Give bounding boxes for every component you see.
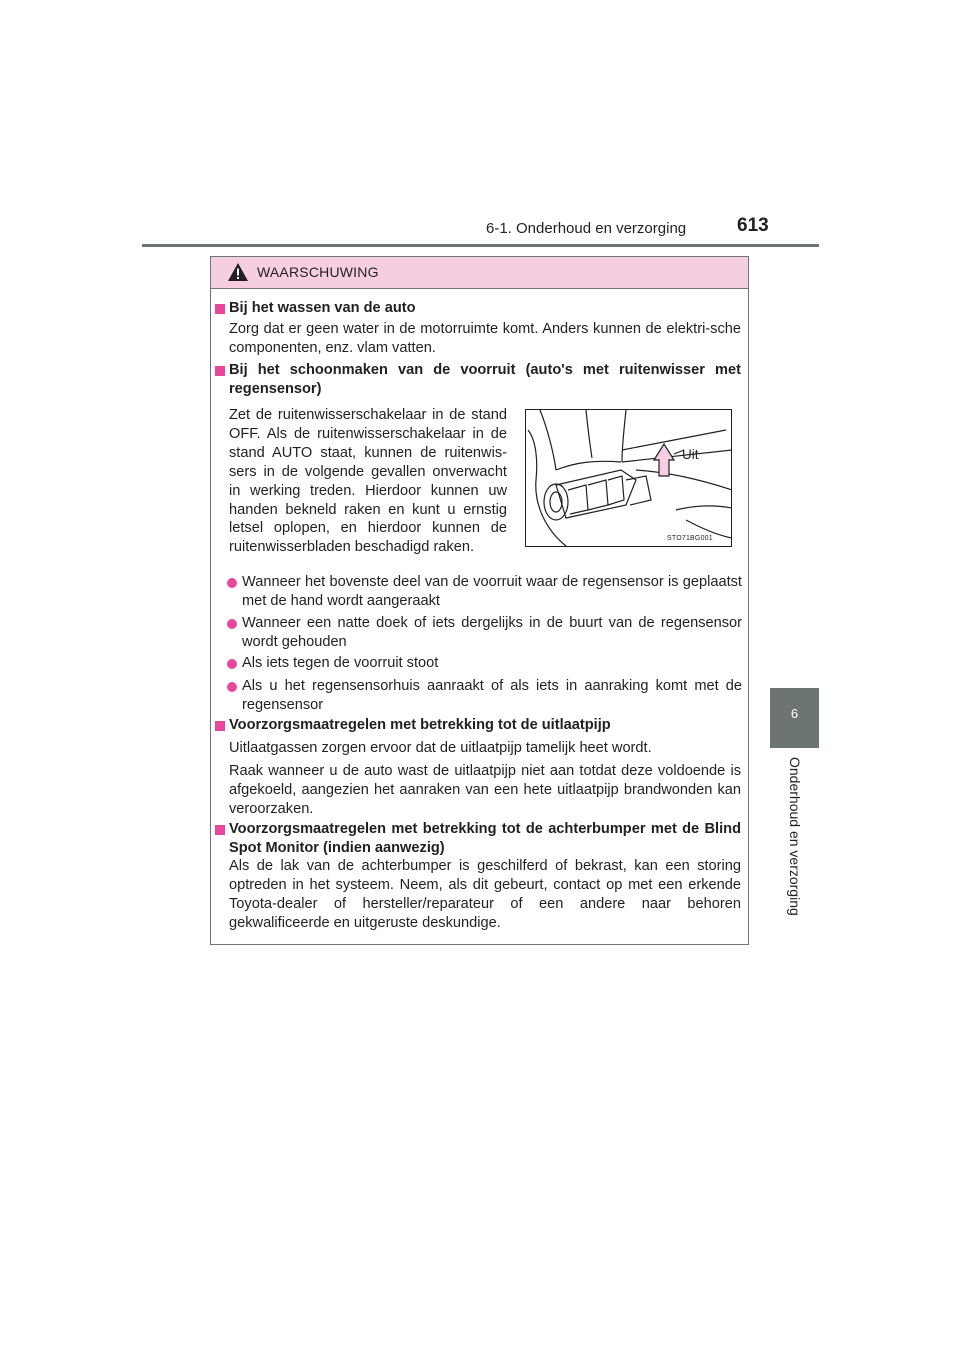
section-body-exhaust-2: Raak wanneer u de auto wast de uitlaatpijp niet aan totdat deze voldoende is afgekoeld, aangezien het aanraken van een hete uitlaatpijp brandwonden kan veroorzaken. xyxy=(229,763,741,817)
section-title: 6-1. Onderhoud en verzorging xyxy=(486,220,687,237)
header-divider xyxy=(142,244,819,247)
page-number: 613 xyxy=(737,215,769,236)
bullet-dot xyxy=(227,682,237,692)
bullet-item: Wanneer het bovenste deel van de voorruit waar de regensensor is geplaatst met de hand wordt aangeraakt xyxy=(242,574,742,609)
wiper-switch-illustration xyxy=(525,409,732,547)
bullet-item: Als u het regensensorhuis aanraakt of als iets in aanraking komt met de regensensor xyxy=(242,678,742,713)
warning-triangle-icon xyxy=(227,262,249,282)
chapter-tab xyxy=(770,688,819,748)
bullet-dot xyxy=(227,659,237,669)
chapter-side-label xyxy=(780,757,810,987)
section-marker xyxy=(215,304,225,314)
section-heading-windshield: Bij het schoonmaken van de voorruit (auto's met ruitenwisser met regensensor) xyxy=(229,362,741,397)
section-marker xyxy=(215,366,225,376)
section-heading-car-wash: Bij het wassen van de auto xyxy=(229,300,416,316)
section-heading-bumper: Voorzorgsmaatregelen met betrekking tot de achterbumper met de Blind Spot Monitor (indien aanwezig) xyxy=(229,821,741,856)
wiper-switch-drawing xyxy=(526,410,732,547)
bullet-item: Als iets tegen de voorruit stoot xyxy=(242,655,439,671)
warning-header xyxy=(211,257,748,289)
section-body-car-wash: Zorg dat er geen water in de motorruimte komt. Anders kunnen de elektri-sche componenten, enz. vlam vatten. xyxy=(229,321,741,356)
figure-label-off: Uit xyxy=(682,447,699,462)
bullet-dot xyxy=(227,619,237,629)
warning-title: WAARSCHUWING xyxy=(257,264,379,280)
bullet-dot xyxy=(227,578,237,588)
chapter-number: 6 xyxy=(790,706,799,721)
section-body-exhaust: Uitlaatgassen zorgen ervoor dat de uitlaatpijp tamelijk heet wordt. xyxy=(229,740,652,756)
chapter-label: Onderhoud en verzorging xyxy=(787,757,803,916)
section-body-windshield: Zet de ruitenwisserschakelaar in de stand OFF. Als de ruitenwisserschakelaar in de stand AUTO staat, kunnen de ruitenwis-sers in de volgende gevallen onverwacht in werking treden. Hierdoor kunnen uw handen bekneld raken en kunt u ernstig letsel oplopen, en hierdoor kunnen de ruitenwisserbladen beschadigd raken. xyxy=(229,407,507,556)
figure-code: STO71BG001 xyxy=(667,535,713,542)
section-body-bumper: Als de lak van de achterbumper is geschilferd of bekrast, kan een storing optreden in het systeem. Neem, als dit gebeurt, contact op met een erkende Toyota-dealer of hersteller/reparateur of een andere naar behoren gekwalificeerde en uitgeruste deskundige. xyxy=(229,858,741,931)
section-marker xyxy=(215,825,225,835)
section-marker xyxy=(215,721,225,731)
bullet-item: Wanneer een natte doek of iets dergelijks in de buurt van de regensensor wordt gehouden xyxy=(242,615,742,650)
section-heading-exhaust: Voorzorgsmaatregelen met betrekking tot de uitlaatpijp xyxy=(229,717,611,733)
